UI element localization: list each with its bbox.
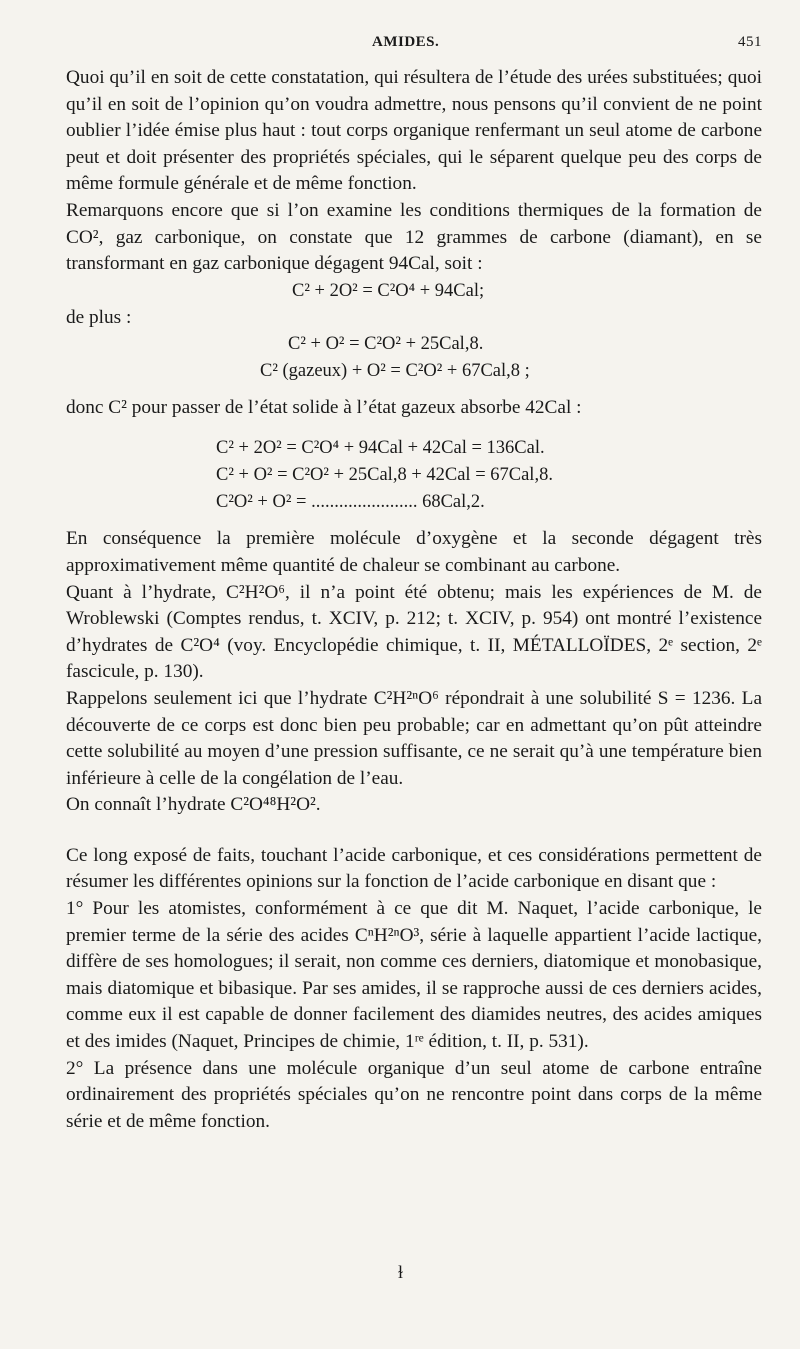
- page-number: 451: [738, 34, 762, 50]
- paragraph-consequence: En conséquence la première molécule d’oxygène et la seconde dégagent très approximativement même quantité de chaleur se combinant au carbone.: [66, 528, 762, 576]
- equation-e: C² + O² = C²O² + 25Cal,8 + 42Cal = 67Cal,8.: [216, 465, 553, 486]
- paragraph-point-2: 2° La présence dans une molécule organique d’un seul atome de carbone entraîne ordinairement des propriétés spéciales qu’on ne rencontre point dans corps de la même série et de même fonction.: [66, 1057, 762, 1132]
- paragraph-hydrate: Quant à l’hydrate, C²H²O⁶, il n’a point été obtenu; mais les expériences de M. de Wroblewski (Comptes rendus, t. XCIV, p. 212; t. XCIV, p. 954) ont montré l’existence d’hydrates de C²O⁴ (voy. Encyclopédie chimique, t. II, MÉTALLOÏDES, 2ᵉ section, 2ᵉ fascicule, p. 130).: [66, 581, 762, 683]
- equation-f: C²O² + O² = ....................... 68Cal,2.: [216, 492, 485, 513]
- paragraph-point-1: 1° Pour les atomistes, conformément à ce que dit M. Naquet, l’acide carbonique, le premier terme de la série des acides CⁿH²ⁿO³, série à laquelle appartient l’acide lactique, diffère de ses homologues; il serait, non comme ces derniers, diatomique et monobasique, mais diatomique et bibasique. Par ses amides, il se rapproche aussi de ces derniers acides, comme eux il est capable de donner facilement des diamides neutres, des acides amiques et des imides (Naquet, Principes de chimie, 1ʳᵉ édition, t. II, p. 531).: [66, 898, 762, 1053]
- equation-a: C² + 2O² = C²O⁴ + 94Cal;: [292, 280, 485, 301]
- equation-d: C² + 2O² = C²O⁴ + 94Cal + 42Cal = 136Cal.: [216, 438, 545, 459]
- footer-mark: ɫ: [398, 1262, 404, 1282]
- paragraph-rappelons: Rappelons seulement ici que l’hydrate C²H²ⁿO⁶ répondrait à une solubilité S = 1236. La découverte de ce corps est donc bien peu probable; car en admettant qu’on pût atteindre cette solubilité au moyen d’une pression suffisante, ce ne serait qu’à une température bien inférieure à celle de la congélation de l’eau.: [66, 687, 762, 789]
- paragraph-on-connait: On connaît l’hydrate C²O⁴⁸H²O².: [66, 794, 321, 816]
- paragraph-donc: donc C² pour passer de l’état solide à l’état gazeux absorbe 42Cal :: [66, 396, 582, 418]
- equation-c: C² (gazeux) + O² = C²O² + 67Cal,8 ;: [260, 360, 530, 381]
- label-de-plus: de plus :: [66, 306, 132, 328]
- running-header: [372, 34, 762, 51]
- paragraph-2: Remarquons encore que si l’on examine les conditions thermiques de la formation de CO², gaz carbonique, on constate que 12 grammes de carbone (diamant), en se transformant en gaz carbonique dégagent 94Cal, soit :: [66, 199, 762, 275]
- paragraph-ce-long: Ce long exposé de faits, touchant l’acide carbonique, et ces considérations permettent de résumer les différentes opinions sur la fonction de l’acide carbonique en disant que :: [66, 844, 762, 893]
- equation-b: C² + O² = C²O² + 25Cal,8.: [288, 333, 484, 354]
- header-title: AMIDES.: [372, 34, 440, 50]
- paragraph-1: Quoi qu’il en soit de cette constatation, qui résultera de l’étude des urées substituées; quoi qu’il en soit de l’opinion qu’on voudra admettre, nous pensons qu’il convient de ne point oublier l’idée émise plus haut : tout corps organique renfermant un seul atome de carbone peut et doit présenter des propriétés spéciales, qui le séparent quelque peu des corps de même formule générale et de même fonction.: [66, 67, 762, 195]
